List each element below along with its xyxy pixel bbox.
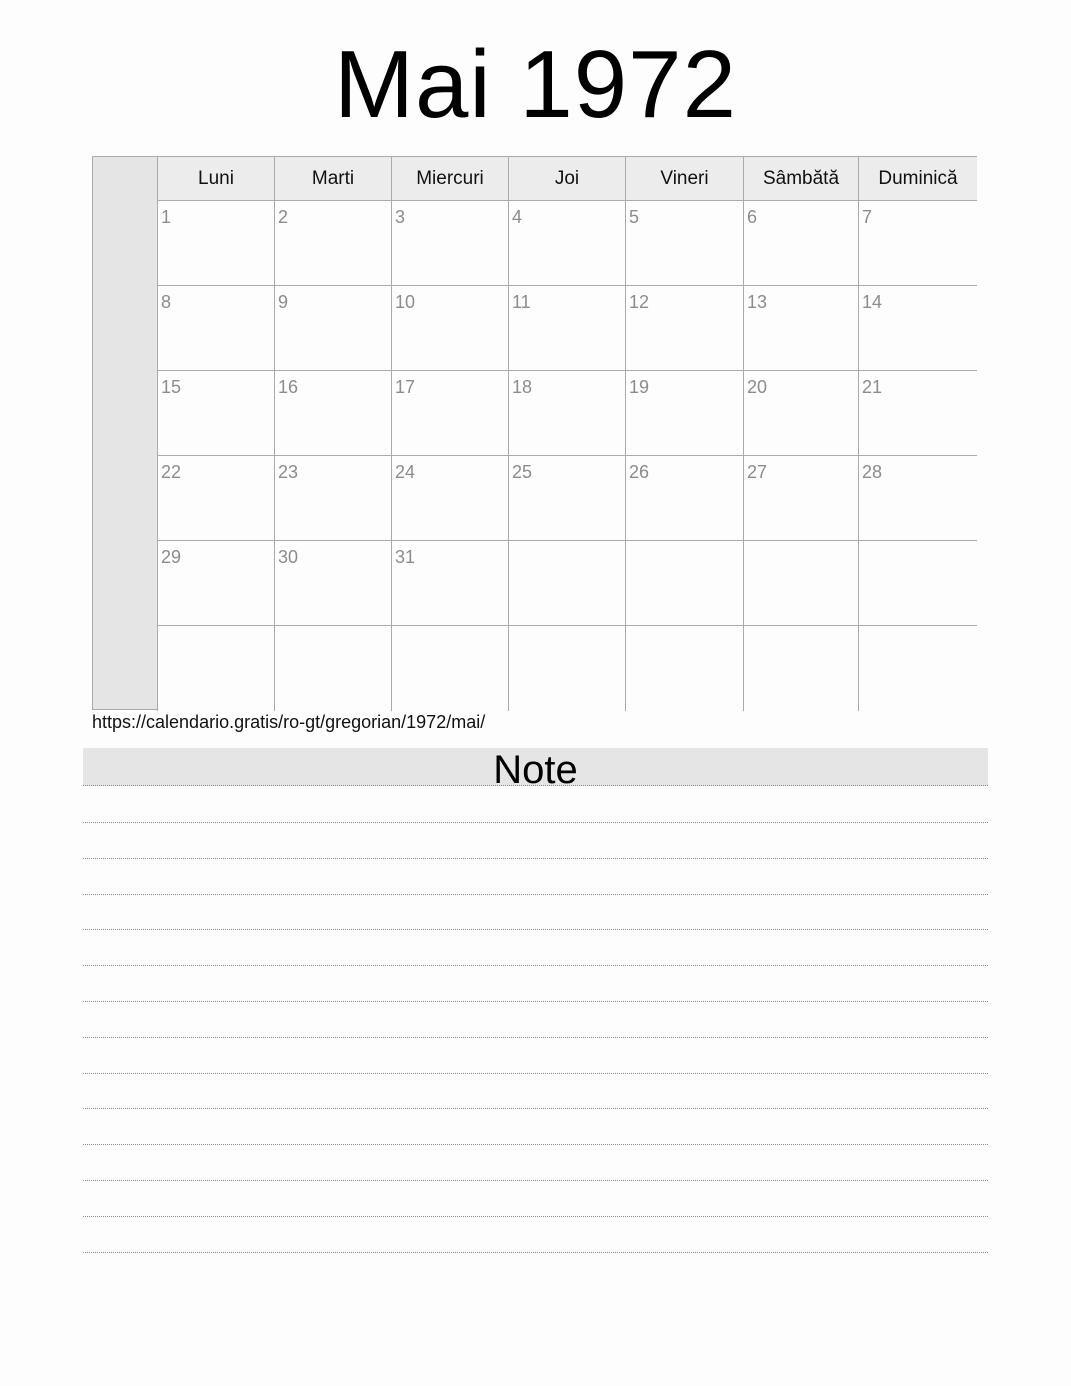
day-cell bbox=[508, 541, 625, 626]
weekday-header: Joi bbox=[508, 157, 625, 201]
day-number: 28 bbox=[862, 462, 883, 482]
day-cell bbox=[625, 456, 743, 541]
day-cell bbox=[743, 201, 858, 286]
note-line bbox=[83, 822, 988, 823]
day-cell bbox=[508, 456, 625, 541]
note-line bbox=[83, 1001, 988, 1002]
day-cell bbox=[625, 286, 743, 371]
note-line bbox=[83, 1180, 988, 1181]
day-number: 5 bbox=[629, 207, 640, 227]
day-number: 3 bbox=[395, 207, 406, 227]
day-number: 10 bbox=[395, 292, 416, 312]
weekday-header: Luni bbox=[157, 157, 274, 201]
day-cell bbox=[157, 456, 274, 541]
day-number: 7 bbox=[862, 207, 873, 227]
note-line bbox=[83, 858, 988, 859]
day-cell bbox=[274, 201, 391, 286]
day-cell bbox=[391, 201, 508, 286]
day-cell bbox=[858, 541, 977, 626]
calendar-title: Mai 1972 bbox=[334, 31, 737, 138]
note-line bbox=[83, 965, 988, 966]
day-cell bbox=[858, 371, 977, 456]
day-number: 16 bbox=[278, 377, 299, 397]
weekday-header: Sâmbătă bbox=[743, 157, 858, 201]
day-number: 11 bbox=[512, 292, 531, 312]
source-url: https://calendario.gratis/ro-gt/gregorian/1972/mai/ bbox=[92, 712, 486, 732]
day-cell bbox=[391, 456, 508, 541]
weekday-header: Marti bbox=[274, 157, 391, 201]
day-cell bbox=[391, 286, 508, 371]
day-number: 19 bbox=[629, 377, 650, 397]
day-number: 2 bbox=[278, 207, 289, 227]
day-cell bbox=[858, 626, 977, 711]
day-cell bbox=[508, 286, 625, 371]
day-cell bbox=[625, 201, 743, 286]
day-number: 17 bbox=[395, 377, 416, 397]
day-number: 13 bbox=[747, 292, 768, 312]
note-line bbox=[83, 1108, 988, 1109]
note-line bbox=[83, 1252, 988, 1253]
day-cell bbox=[391, 626, 508, 711]
day-number: 25 bbox=[512, 462, 533, 482]
day-number: 14 bbox=[862, 292, 883, 312]
day-cell bbox=[858, 456, 977, 541]
day-cell bbox=[508, 371, 625, 456]
day-number: 8 bbox=[161, 292, 172, 312]
day-cell bbox=[391, 371, 508, 456]
day-cell bbox=[274, 286, 391, 371]
day-cell bbox=[157, 626, 274, 711]
day-number: 21 bbox=[862, 377, 883, 397]
day-cell bbox=[157, 201, 274, 286]
note-line bbox=[83, 894, 988, 895]
day-number: 23 bbox=[278, 462, 299, 482]
day-cell bbox=[743, 286, 858, 371]
day-number: 30 bbox=[278, 547, 299, 567]
day-number: 18 bbox=[512, 377, 533, 397]
day-cell bbox=[157, 371, 274, 456]
day-cell bbox=[508, 626, 625, 711]
weekday-header: Vineri bbox=[625, 157, 743, 201]
day-number: 31 bbox=[395, 547, 416, 567]
day-cell bbox=[625, 371, 743, 456]
day-number: 6 bbox=[747, 207, 758, 227]
month-table bbox=[157, 156, 977, 710]
note-line bbox=[83, 1144, 988, 1145]
day-cell bbox=[858, 286, 977, 371]
weekday-header: Duminică bbox=[858, 157, 977, 201]
day-cell bbox=[274, 541, 391, 626]
notes-header: Note bbox=[83, 748, 988, 786]
day-cell bbox=[274, 371, 391, 456]
day-number: 15 bbox=[161, 377, 182, 397]
day-cell bbox=[858, 201, 977, 286]
day-number: 12 bbox=[629, 292, 650, 312]
day-cell bbox=[508, 201, 625, 286]
day-cell bbox=[625, 541, 743, 626]
day-cell bbox=[391, 541, 508, 626]
day-cell bbox=[743, 456, 858, 541]
day-number: 22 bbox=[161, 462, 182, 482]
day-number: 24 bbox=[395, 462, 416, 482]
day-cell bbox=[274, 456, 391, 541]
day-cell bbox=[743, 371, 858, 456]
day-cell bbox=[743, 626, 858, 711]
day-number: 20 bbox=[747, 377, 768, 397]
note-line bbox=[83, 929, 988, 930]
week-number-column bbox=[92, 156, 158, 710]
day-number: 27 bbox=[747, 462, 768, 482]
day-cell bbox=[625, 626, 743, 711]
day-cell bbox=[157, 541, 274, 626]
note-line bbox=[83, 1216, 988, 1217]
day-number: 26 bbox=[629, 462, 650, 482]
day-number: 29 bbox=[161, 547, 182, 567]
day-cell bbox=[743, 541, 858, 626]
weekday-header: Miercuri bbox=[391, 157, 508, 201]
day-cell bbox=[157, 286, 274, 371]
day-number: 9 bbox=[278, 292, 289, 312]
calendar-grid bbox=[92, 156, 977, 710]
note-line bbox=[83, 1037, 988, 1038]
day-cell bbox=[274, 626, 391, 711]
day-number: 4 bbox=[512, 207, 523, 227]
note-line bbox=[83, 1073, 988, 1074]
day-number: 1 bbox=[161, 207, 172, 227]
